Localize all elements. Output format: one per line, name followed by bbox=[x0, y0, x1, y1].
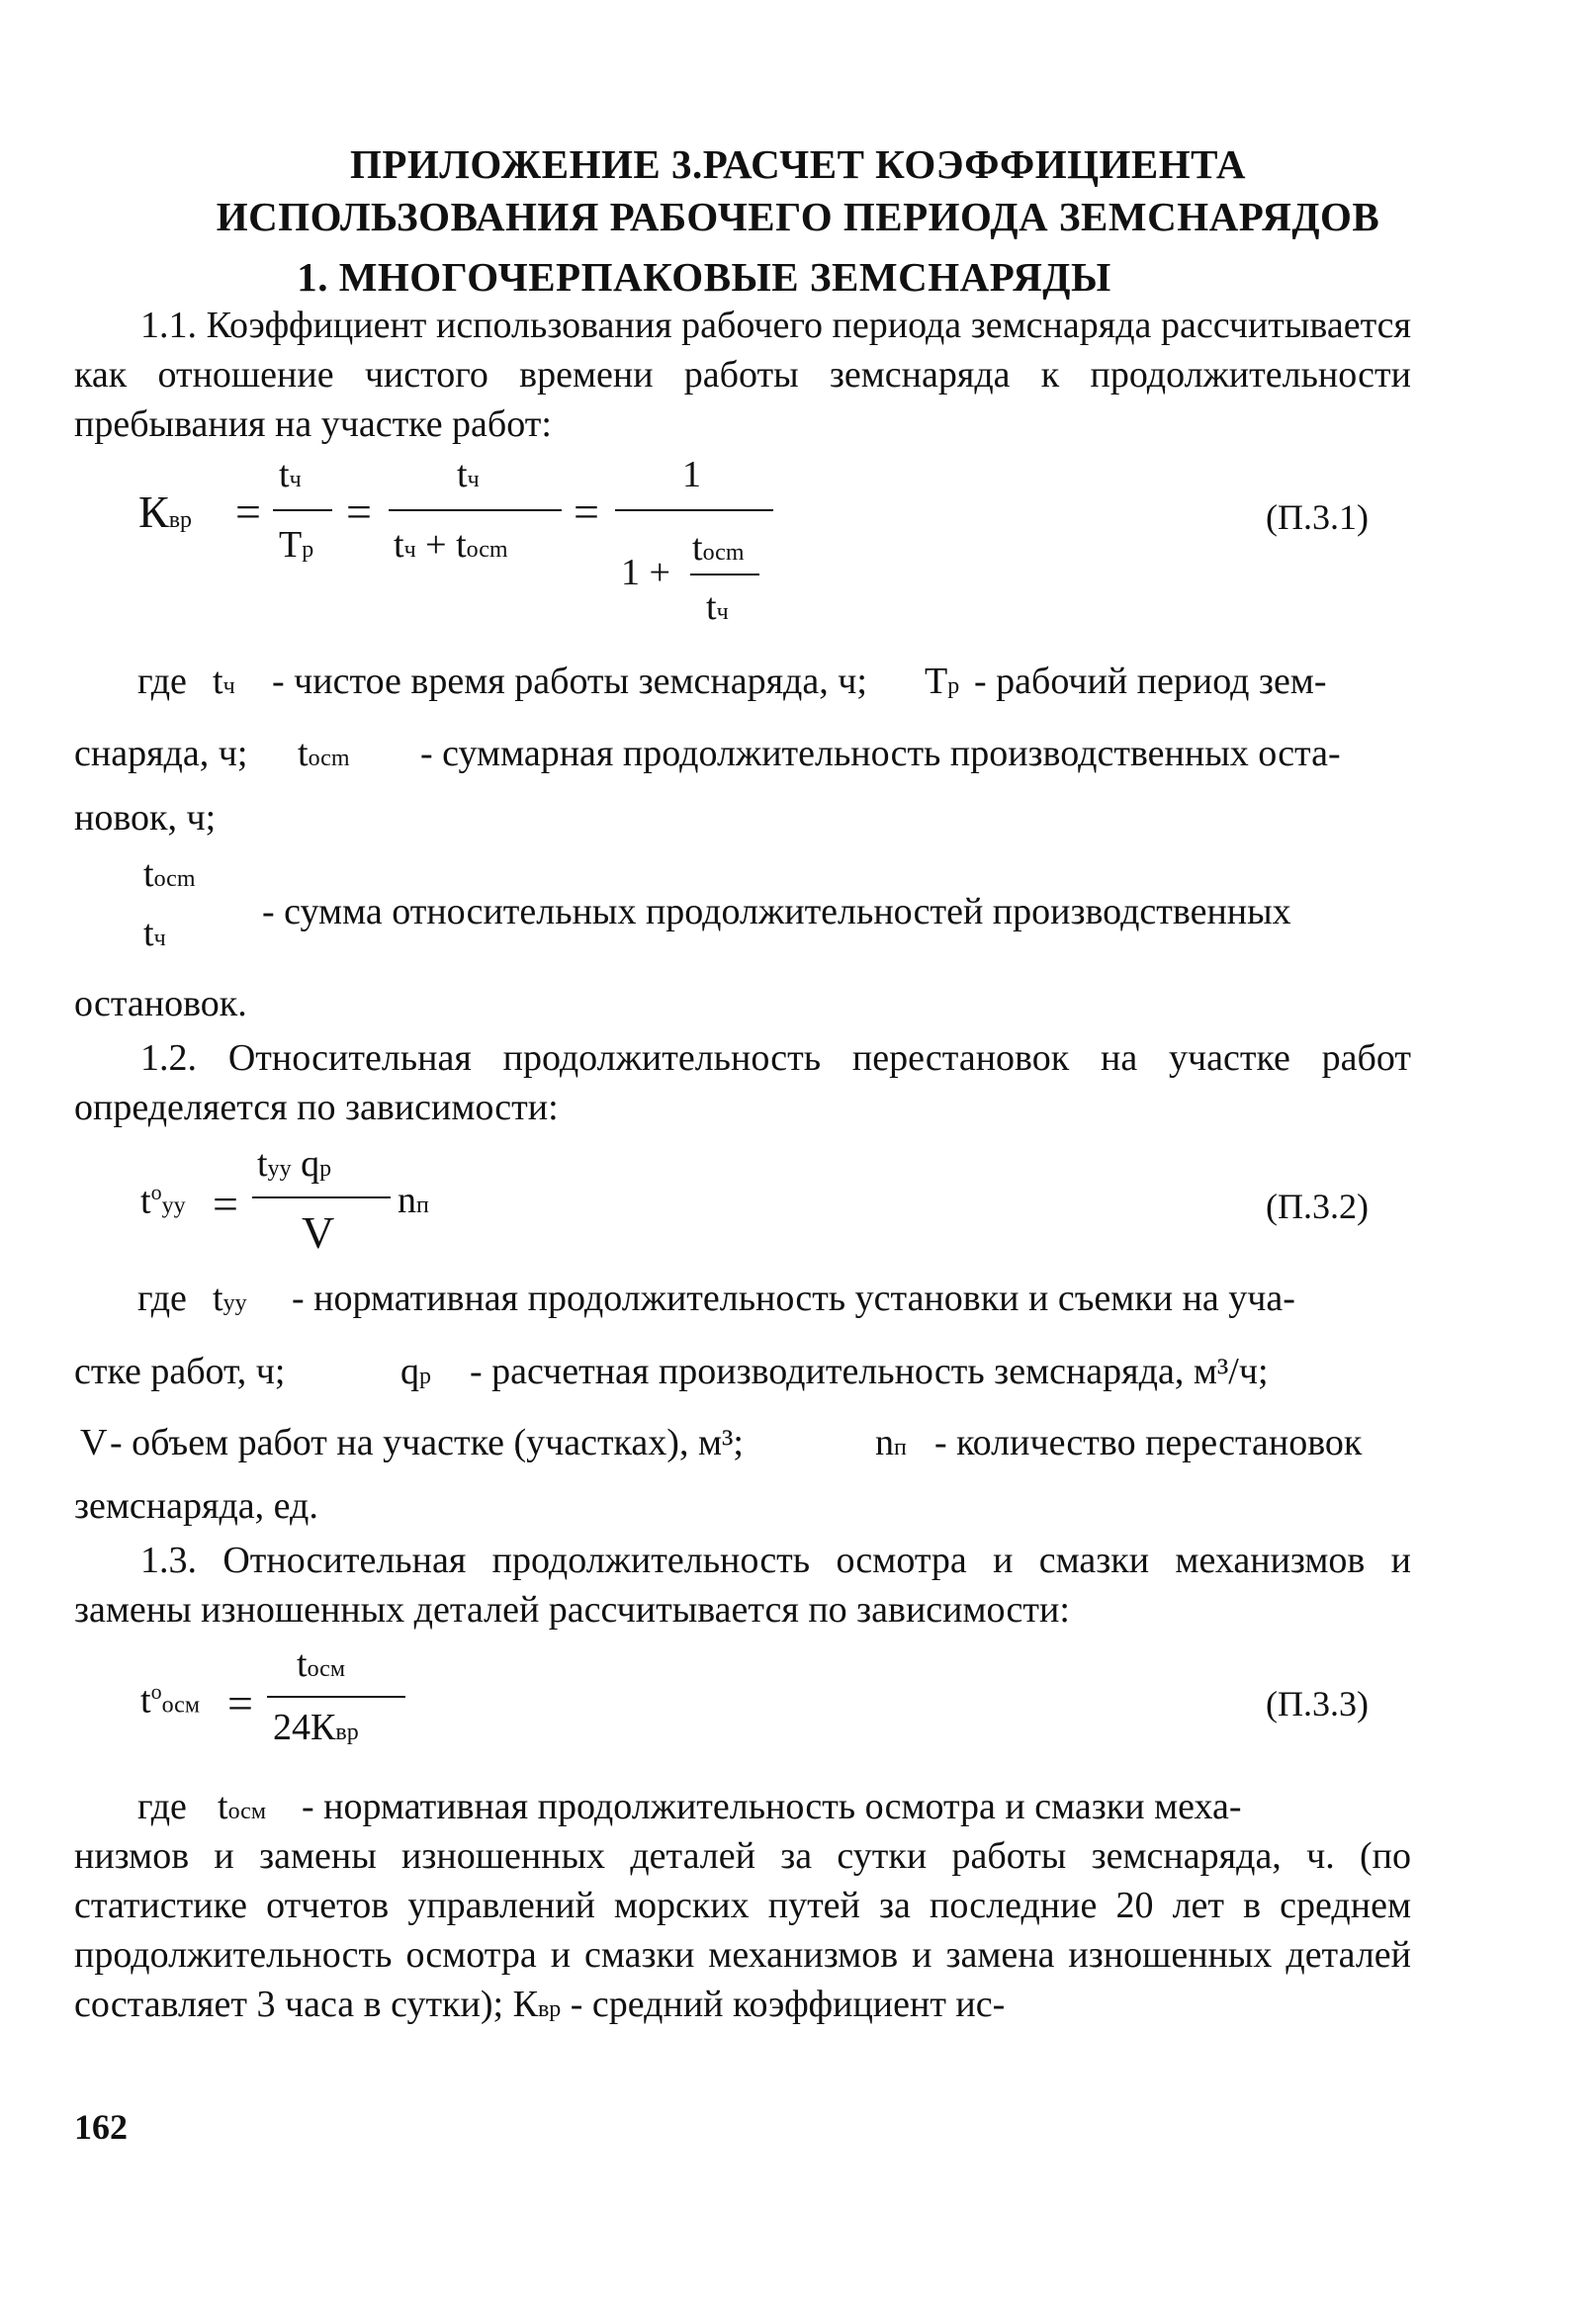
paragraph-1-2: 1.2. Относительная продолжительность перестановок на участке работ определяется по зависимости: bbox=[74, 1037, 1411, 1128]
paragraph-1-3: 1.3. Относительная продолжительность осмотра и смазки механизмов и замены изношенных деталей рассчитывается по зависимости: bbox=[74, 1540, 1411, 1631]
paragraph-1-1: 1.1. Коэффициент использования рабочего периода земснаряда рассчитывается как отношение чистого времени работы земснаряда к продолжительности пребывания на участке работ: bbox=[74, 305, 1411, 445]
section-title: 1. МНОГОЧЕРПАКОВЫЕ ЗЕМСНАРЯДЫ bbox=[297, 254, 1111, 300]
definition-line-9: земснаряда, ед. bbox=[74, 1485, 318, 1527]
definition-line-2: снаряда, ч; tосm - суммарная продолжительность производственных оста- bbox=[74, 733, 1341, 774]
definition-line-3: новок, ч; bbox=[74, 797, 217, 839]
equation-label-1: (П.3.1) bbox=[1266, 497, 1369, 537]
definition-line-1: где tч - чистое время работы земснаряда, ч; Tр - рабочий период зем- bbox=[137, 661, 1327, 702]
page-number: 162 bbox=[74, 2107, 128, 2147]
ratio-fraction: tосm tч bbox=[143, 853, 196, 954]
equation-label-2: (П.3.2) bbox=[1266, 1187, 1369, 1226]
paragraph-1-3-continued: низмов и замены изношенных деталей за сутки работы земснаряда, ч. (по статистике отчетов управлений морских путей за последние 20 лет в среднем продолжительность осмотра и смазки механизмов и замена изношенных деталей составляет 3 часа в сутки); Квр - средний коэффициент ис- bbox=[74, 1835, 1411, 2025]
definition-line-5: остановок. bbox=[74, 983, 247, 1024]
formula-p3-2: $t^oуу$ = tуу qр V nп (П.3.2) bbox=[140, 1143, 1369, 1258]
appendix-title-line2: ИСПОЛЬЗОВАНИЯ РАБОЧЕГО ПЕРИОДА ЗЕМСНАРЯДОВ bbox=[216, 194, 1380, 239]
definition-line-6: где tуу - нормативная продолжительность установки и съемки на уча- bbox=[137, 1278, 1295, 1319]
definition-line-8: V - объем работ на участке (участках), м³; nп - количество перестановок bbox=[80, 1422, 1363, 1463]
formula-p3-3: $t^oосм$ = tосм 24Квр (П.3.3) bbox=[140, 1643, 1369, 1748]
formula-p3-1: Квр = tч Tр = tч tч + tосm = 1 1 + tосm tч (П.3.1) bbox=[138, 454, 1369, 628]
definition-line-4: - сумма относительных продолжительностей производственных bbox=[262, 891, 1291, 932]
equation-label-3: (П.3.3) bbox=[1266, 1684, 1369, 1724]
definition-line-7: стке работ, ч; qр - расчетная производительность земснаряда, м³/ч; bbox=[74, 1351, 1269, 1392]
appendix-title-line1: ПРИЛОЖЕНИЕ 3.РАСЧЕТ КОЭФФИЦИЕНТА bbox=[349, 141, 1247, 187]
definition-line-10: где tосм - нормативная продолжительность осмотра и смазки меха- bbox=[137, 1786, 1242, 1827]
